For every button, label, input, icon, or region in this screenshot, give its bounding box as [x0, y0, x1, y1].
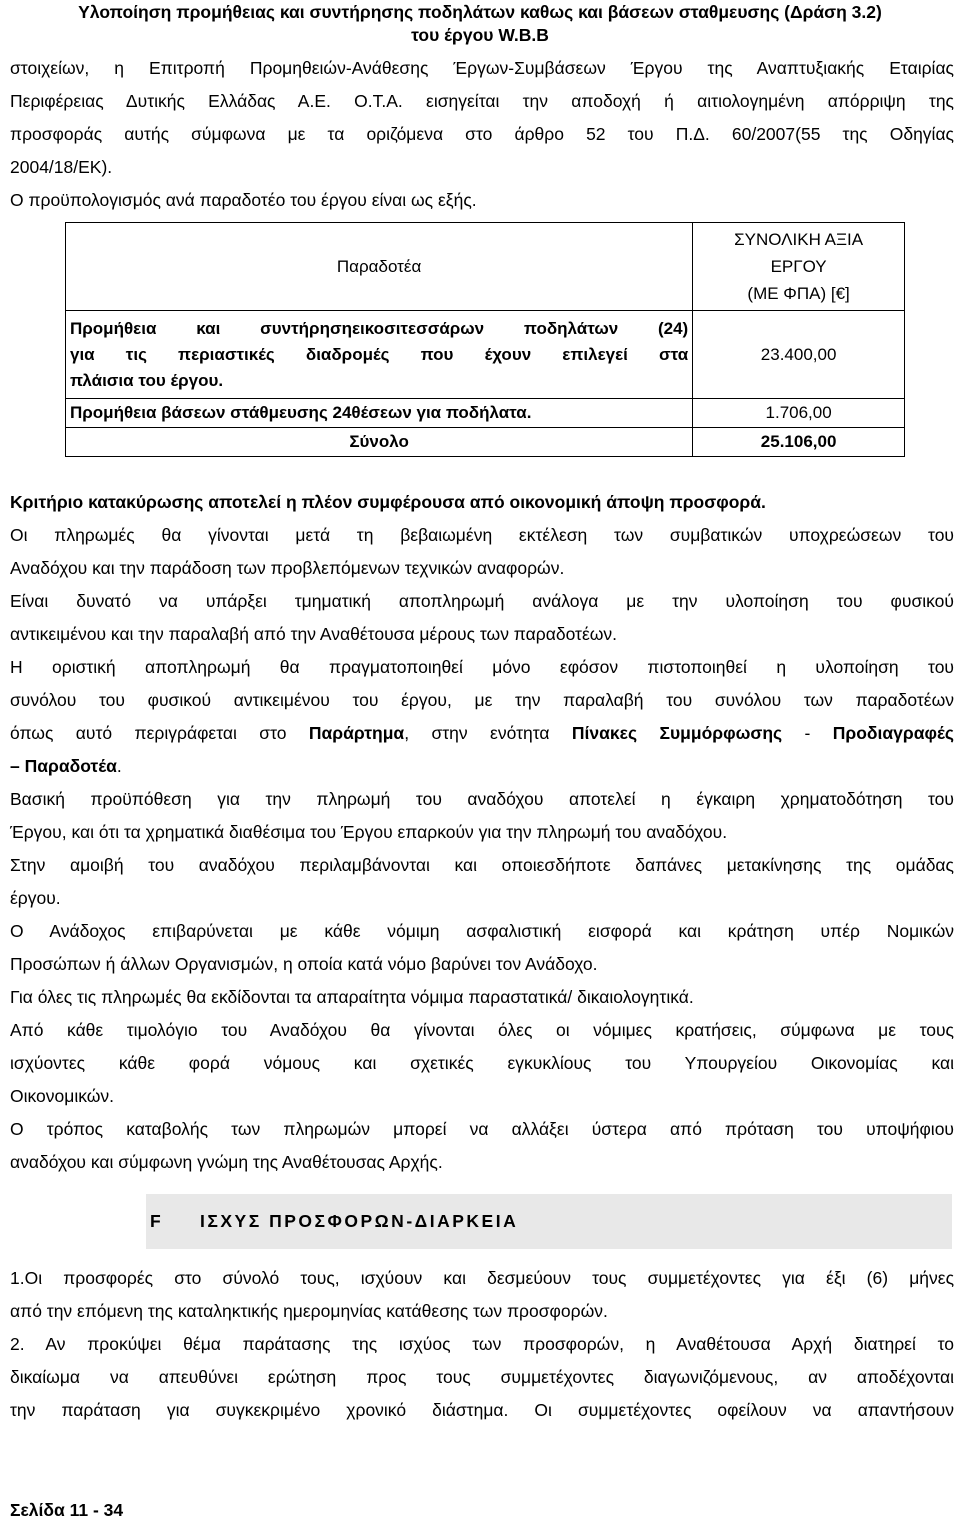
text-line: Ο Ανάδοχος επιβαρύνεται με κάθε νόμιμη ασφαλιστική εισφορά και κράτηση υπέρ Νομικών	[10, 921, 954, 941]
specifications-text: Προδιαγραφές	[832, 723, 954, 743]
text-line: 2004/18/ΕΚ).	[10, 157, 113, 177]
table-header-row	[66, 223, 905, 311]
text-line: αναδόχου και σύμφωνη γνώμη της Αναθέτουσας Αρχής.	[10, 1152, 443, 1172]
text-line: Βασική προϋπόθεση για την πληρωμή του αναδόχου αποτελεί η έγκαιρη χρηματοδότηση του	[10, 789, 954, 809]
budget-intro-line: Ο προϋπολογισμός ανά παραδοτέο του έργου είναι ως εξής.	[10, 190, 477, 210]
text-line: Ο τρόπος καταβολής των πληρωμών μπορεί να αλλάξει ύστερα από πρόταση του υποψήφιου	[10, 1119, 954, 1139]
text-line: Προσώπων ή άλλων Οργανισμών, η οποία κατά νόμο βαρύνει τον Ανάδοχο.	[10, 954, 598, 974]
description-line: Προμήθεια και συντήρησηεικοσιτεσσάρων ποδηλάτων (24)	[70, 318, 689, 338]
annex-link-text: Παράρτημα	[308, 723, 405, 743]
text-line: από την επόμενη της καταληκτικής ημερομηνίας κατάθεσης των προσφορών.	[10, 1301, 608, 1321]
description-line: για τις περιαστικές διαδρομές που έχουν επιλεγεί στα	[70, 344, 689, 364]
section-f-body	[10, 1262, 954, 1427]
header-subtitle: του έργου W.B.B	[411, 25, 549, 45]
text-line: Έργου, και ότι τα χρηματικά διαθέσιμα του Έργου επαρκούν για την πληρωμή του αναδόχου.	[10, 822, 728, 842]
section-letter: F	[150, 1211, 161, 1231]
page-number: Σελίδα 11 - 34	[10, 1500, 124, 1520]
deliverable-description	[66, 399, 693, 428]
text-line: 1.Οι προσφορές στο σύνολό τους, ισχύουν και δεσμεύουν τους συμμετέχοντες για έξι (6) μήνες	[10, 1268, 954, 1288]
text-line: την παράταση για συγκεκριμένο χρονικό διάστημα. Οι συμμετέχοντες οφείλουν να απαντήσουν	[10, 1400, 954, 1420]
text-line: αντικειμένου και την παραλαβή από την Αναθέτουσα μέρους των παραδοτέων.	[10, 624, 618, 644]
deliverables-text: – Παραδοτέα	[10, 756, 117, 776]
table-row	[66, 399, 905, 428]
text-line: συνόλου του φυσικού αντικειμένου του έργου, με την παραλαβή του συνόλου των παραδοτέων	[10, 690, 954, 710]
deliverable-value: 23.400,00	[693, 311, 905, 399]
header-line: (ΜΕ ΦΠΑ) [€]	[747, 284, 850, 303]
compliance-tables-text: Πίνακες Συμμόρφωσης	[571, 723, 783, 743]
deliverables-header: Παραδοτέα	[66, 223, 693, 311]
description-line: Προμήθεια βάσεων στάθμευσης 24θέσεων για ποδήλατα.	[70, 403, 532, 422]
budget-table	[65, 222, 905, 457]
text-line: προσφοράς αυτής σύμφωνα με τα οριζόμενα στο άρθρο 52 του Π.Δ. 60/2007(55 της Οδηγίας	[10, 124, 954, 144]
deliverable-description	[66, 311, 693, 399]
text-line: δικαίωμα να απευθύνει ερώτηση προς τους συμμετέχοντες διαγωνιζόμενους, αν αποδέχονται	[10, 1367, 954, 1387]
header-line: ΕΡΓΟΥ	[770, 257, 827, 276]
text-line: Περιφέρειας Δυτικής Ελλάδας Α.Ε. Ο.Τ.Α. εισηγείται την αποδοχή ή αιτιολογημένη απόρριψη της	[10, 91, 954, 111]
section-title: ΙΣΧΥΣ ΠΡΟΣΦΟΡΩΝ-ΔΙΑΡΚΕΙΑ	[200, 1211, 519, 1231]
text-run: όπως αυτό περιγράφεται στο	[10, 723, 309, 743]
text-line: έργου.	[10, 888, 61, 908]
table-total-row	[66, 428, 905, 457]
section-f-heading	[146, 1194, 952, 1249]
text-line: ισχύοντες κάθε φορά νόμους και σχετικές εγκυκλίους του Υπουργείου Οικονομίας και	[10, 1053, 954, 1073]
intro-paragraph	[10, 52, 954, 217]
text-line: Αναδόχου και την παράδοση των προβλεπόμενων τεχνικών αναφορών.	[10, 558, 565, 578]
document-header	[10, 1, 950, 47]
text-run: -	[782, 723, 833, 743]
text-run: .	[116, 756, 122, 776]
text-line: στοιχείων, η Επιτροπή Προμηθειών-Ανάθεσης Έργων-Συμβάσεων Έργου της Αναπτυξιακής Εταιρίας	[10, 58, 954, 78]
table-row	[66, 311, 905, 399]
text-line: Οικονομικών.	[10, 1086, 115, 1106]
text-line: Η οριστική αποπληρωμή θα πραγματοποιηθεί μόνο εφόσον πιστοποιηθεί η υλοποίηση του	[10, 657, 954, 677]
text-line: Είναι δυνατό να υπάρξει τμηματική αποπληρωμή ανάλογα με την υλοποίηση του φυσικού	[10, 591, 954, 611]
award-criterion: Κριτήριο κατακύρωσης αποτελεί η πλέον συμφέρουσα από οικονομική άποψη προσφορά.	[10, 492, 766, 512]
text-line: Για όλες τις πληρωμές θα εκδίδονται τα απαραίτητα νόμιμα παραστατικά/ δικαιολογητικά.	[10, 987, 694, 1007]
total-value: 25.106,00	[693, 428, 905, 457]
description-line: πλάισια του έργου.	[70, 370, 224, 390]
text-line: 2. Αν προκύψει θέμα παράτασης της ισχύος των προσφορών, η Αναθέτουσα Αρχή διατηρεί το	[10, 1334, 954, 1354]
deliverable-value: 1.706,00	[693, 399, 905, 428]
total-value-header	[693, 223, 905, 311]
body-text	[10, 486, 954, 1179]
annex-reference-line	[10, 717, 954, 750]
text-line: Οι πληρωμές θα γίνονται μετά τη βεβαιωμένη εκτέλεση των συμβατικών υποχρεώσεων του	[10, 525, 954, 545]
text-line: Από κάθε τιμολόγιο του Αναδόχου θα γίνονται όλες οι νόμιμες κρατήσεις, σύμφωνα με τους	[10, 1020, 954, 1040]
text-line: Στην αμοιβή του αναδόχου περιλαμβάνονται και οποιεσδήποτε δαπάνες μετακίνησης της ομάδας	[10, 855, 954, 875]
text-run: , στην ενότητα	[404, 723, 572, 743]
annex-reference-line	[10, 750, 954, 783]
header-line: ΣΥΝΟΛΙΚΗ ΑΞΙΑ	[734, 230, 864, 249]
total-label: Σύνολο	[66, 428, 693, 457]
header-title: Υλοποίηση προμήθειας και συντήρησης ποδηλάτων καθως και βάσεων σταθμευσης (Δράση 3.2)	[78, 2, 882, 22]
